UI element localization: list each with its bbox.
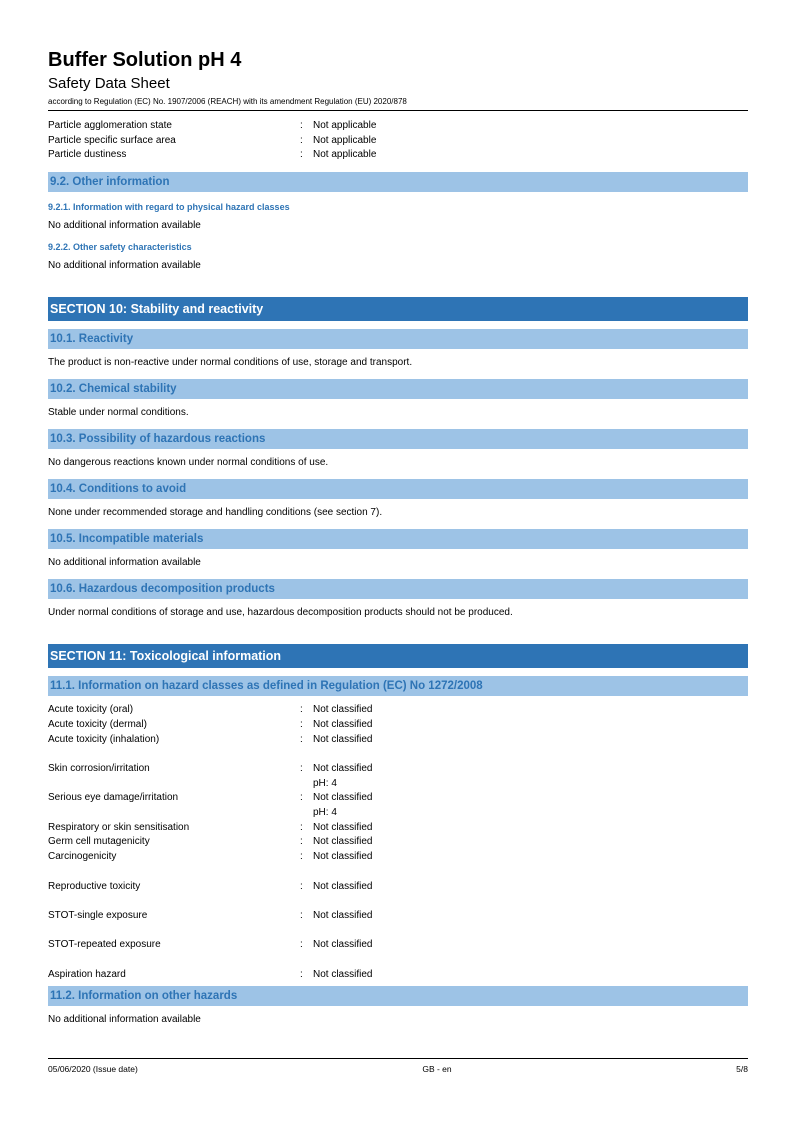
language-code: GB - en [422, 1064, 452, 1074]
hazard-row: Germ cell mutagenicity : Not classified [48, 835, 748, 850]
subsection-heading: 10.1. Reactivity [48, 329, 748, 349]
hazard-label: Skin corrosion/irritation [48, 762, 150, 774]
hazard-label: Aspiration hazard [48, 968, 126, 980]
subsection-heading: 11.1. Information on hazard classes as defined in Regulation (EC) No 1272/2008 [48, 676, 748, 696]
hazard-label: Germ cell mutagenicity [48, 836, 150, 848]
body-text: No additional information available [48, 1014, 201, 1026]
subsection-heading: 11.2. Information on other hazards [48, 986, 748, 1006]
body-text: The product is non-reactive under normal conditions of use, storage and transport. [48, 357, 413, 369]
regulation-note: according to Regulation (EC) No. 1907/2006 (REACH) with its amendment Regulation (EU) 2020/878 [48, 97, 407, 106]
property-value: Not applicable [313, 134, 377, 146]
hazard-value: Not classified [313, 704, 373, 716]
hazard-row: Respiratory or skin sensitisation : Not classified [48, 821, 748, 836]
hazard-label: Serious eye damage/irritation [48, 792, 179, 804]
hazard-label: Reproductive toxicity [48, 880, 141, 892]
body-text: No dangerous reactions known under normal conditions of use. [48, 457, 329, 469]
hazard-row: Serious eye damage/irritation : Not classified pH: 4 [48, 791, 748, 820]
section-heading: SECTION 11: Toxicological information [48, 644, 748, 668]
body-text: Stable under normal conditions. [48, 407, 189, 419]
hazard-label: Acute toxicity (oral) [48, 704, 134, 716]
hazard-row: Acute toxicity (inhalation) : Not classified [48, 733, 748, 748]
subsubsection-heading: 9.2.2. Other safety characteristics [48, 242, 192, 253]
hazard-value: Not classified [313, 718, 373, 730]
hazard-row: Acute toxicity (dermal) : Not classified [48, 718, 748, 733]
property-row: Particle agglomeration state : Not applicable [48, 119, 748, 134]
property-label: Particle agglomeration state [48, 120, 172, 131]
hazard-row: STOT-single exposure : Not classified [48, 909, 748, 924]
hazard-value: Not classified [313, 909, 373, 921]
hazard-ph: pH: 4 [313, 777, 337, 789]
hazard-value: Not classified [313, 880, 373, 892]
property-label: Particle dustiness [48, 149, 127, 161]
hazard-label: Acute toxicity (inhalation) [48, 733, 160, 745]
hazard-value: Not classified [313, 733, 373, 745]
subsection-heading: 10.4. Conditions to avoid [48, 479, 748, 499]
section-heading: SECTION 10: Stability and reactivity [48, 297, 748, 321]
hazard-row: Carcinogenicity : Not classified [48, 850, 748, 865]
hazard-label: STOT-repeated exposure [48, 939, 161, 951]
hazard-value: Not classified [313, 851, 373, 863]
hazard-label: STOT-single exposure [48, 909, 148, 921]
body-text: None under recommended storage and handling conditions (see section 7). [48, 507, 383, 519]
hazard-value: Not classified [313, 821, 373, 833]
subsubsection-heading: 9.2.1. Information with regard to physical hazard classes [48, 202, 290, 213]
hazard-value: Not classified [313, 762, 373, 774]
subsection-heading: 10.6. Hazardous decomposition products [48, 579, 748, 599]
subsection-heading: 10.2. Chemical stability [48, 379, 748, 399]
hazard-label: Carcinogenicity [48, 851, 117, 863]
page-number: 5/8 [736, 1064, 748, 1074]
page-footer [48, 1058, 748, 1075]
subsection-heading: 10.3. Possibility of hazardous reactions [48, 429, 748, 449]
body-text: No additional information available [48, 260, 201, 272]
property-value: Not applicable [313, 149, 377, 161]
issue-date: 05/06/2020 (Issue date) [48, 1064, 138, 1074]
document-subtitle: Safety Data Sheet [48, 75, 170, 92]
body-text: No additional information available [48, 557, 201, 569]
property-label: Particle specific surface area [48, 134, 176, 146]
hazard-row: Acute toxicity (oral) : Not classified [48, 703, 748, 718]
property-row: Particle dustiness : Not applicable [48, 148, 748, 163]
hazard-label: Acute toxicity (dermal) [48, 718, 147, 730]
header-divider [48, 110, 748, 111]
document-title: Buffer Solution pH 4 [48, 49, 242, 71]
hazard-label: Respiratory or skin sensitisation [48, 821, 190, 833]
hazard-row: Reproductive toxicity : Not classified [48, 880, 748, 895]
property-value: Not applicable [313, 120, 377, 131]
hazard-value: Not classified [313, 939, 373, 951]
hazard-row: STOT-repeated exposure : Not classified [48, 938, 748, 953]
particle-properties [48, 119, 748, 163]
hazard-value: Not classified [313, 968, 373, 980]
subsection-heading: 10.5. Incompatible materials [48, 529, 748, 549]
hazard-row: Aspiration hazard : Not classified [48, 968, 748, 983]
body-text: No additional information available [48, 220, 201, 232]
body-text: Under normal conditions of storage and use, hazardous decomposition products should not be produced. [48, 607, 513, 619]
sds-page [48, 48, 748, 1026]
hazard-classes [48, 703, 748, 982]
hazard-value: Not classified [313, 836, 373, 848]
hazard-ph: pH: 4 [313, 807, 337, 819]
property-row: Particle specific surface area : Not applicable [48, 134, 748, 149]
hazard-value: Not classified [313, 792, 373, 804]
subsection-heading: 9.2. Other information [48, 172, 748, 192]
hazard-row: Skin corrosion/irritation : Not classified pH: 4 [48, 762, 748, 791]
